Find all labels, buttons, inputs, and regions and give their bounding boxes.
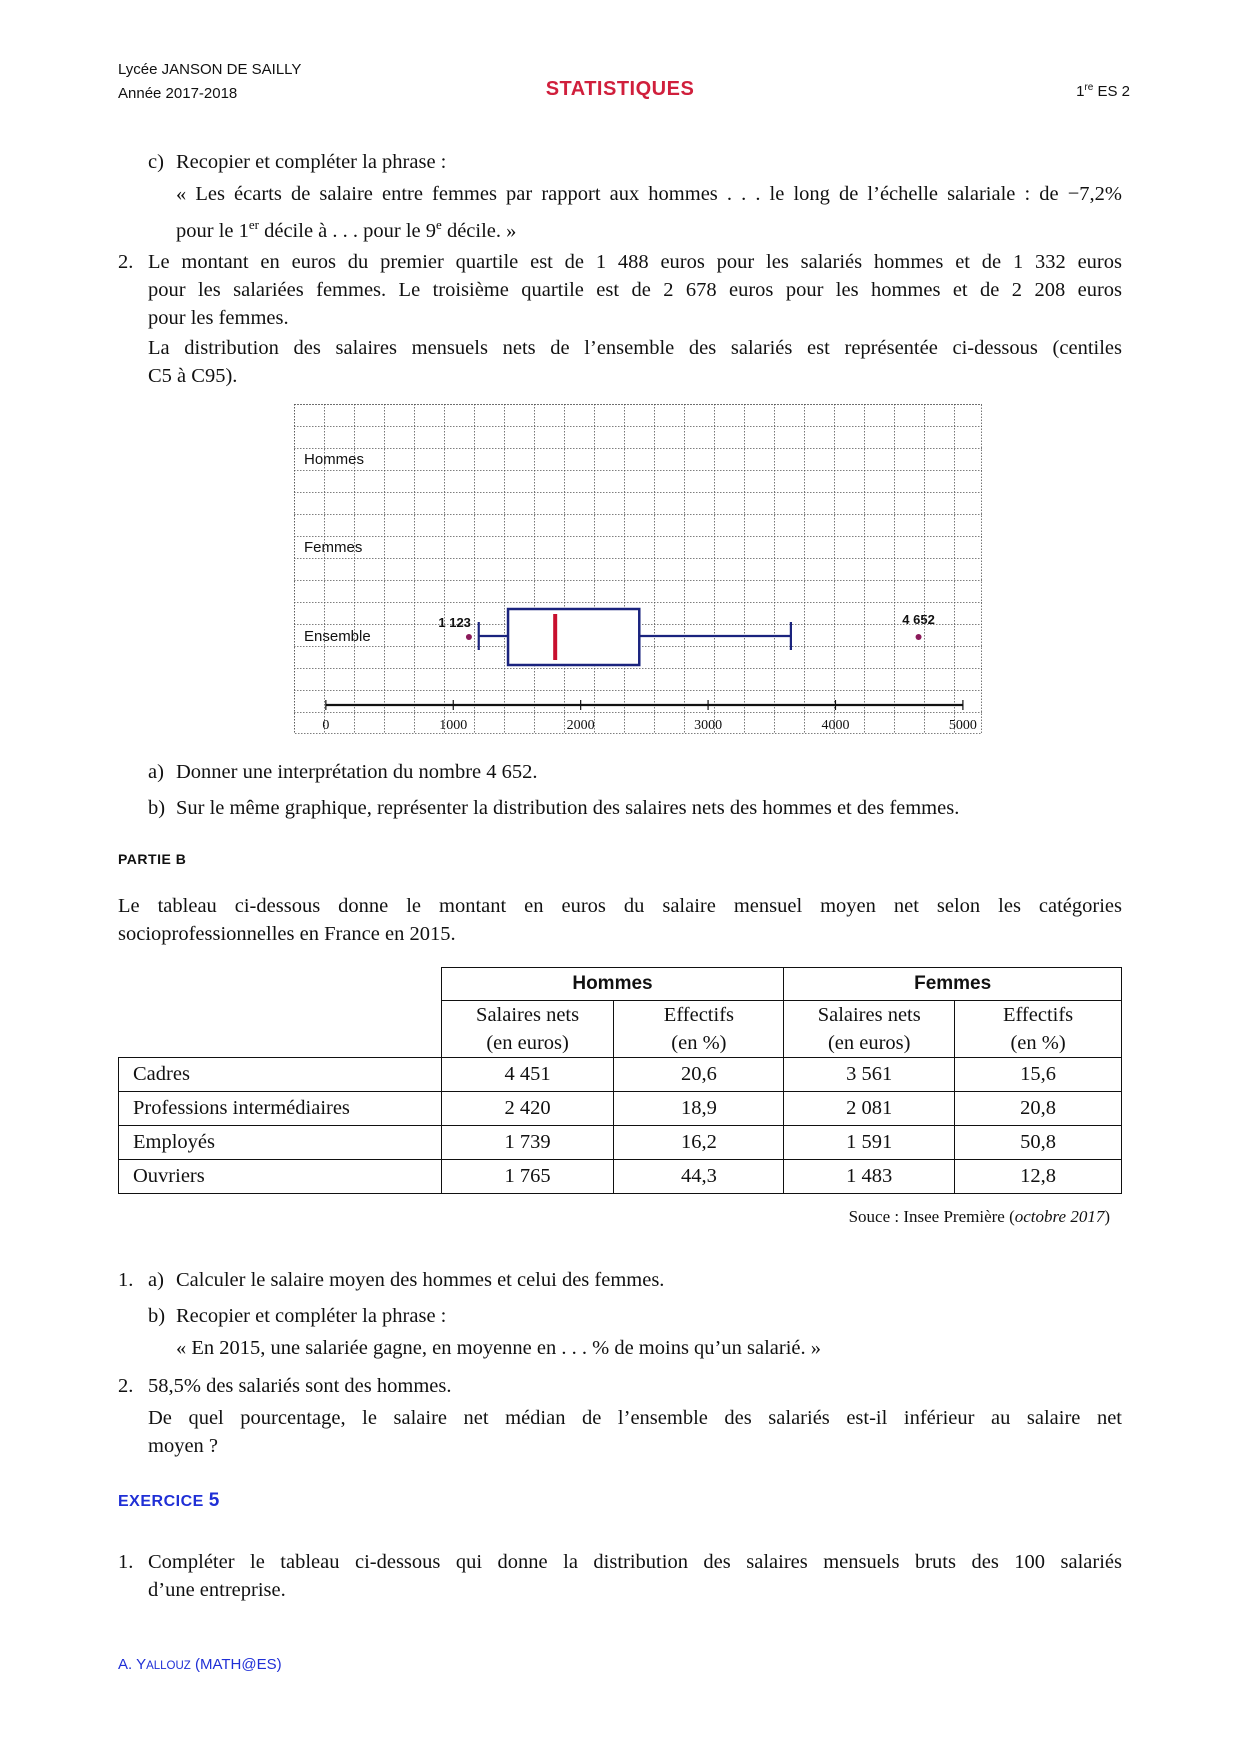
part-b-intro-line1: Le tableau ci-dessous donne le montant en euros du salaire mensuel moyen net selon les catégories [118,895,1122,917]
table-category: Ouvriers [119,1160,442,1194]
table-category: Professions intermédiaires [119,1092,442,1126]
table-cell: 50,8 [955,1126,1122,1160]
source-prefix: Souce : Insee Première ( [848,1207,1015,1226]
table-subheader [441,1001,614,1058]
q2-label: 2. [118,251,134,273]
pb-q2-line1: 58,5% des salariés sont des hommes. [148,1375,452,1397]
table-cell: 2 420 [441,1092,614,1126]
x-tick-label: 4000 [821,718,850,733]
exercise-5-title [118,1490,220,1512]
point-c95 [916,634,922,640]
table-category: Employés [119,1126,442,1160]
chart-x-axis [326,700,963,710]
pb-q2-line2: De quel pourcentage, le salaire net médian de l’ensemble des salariés est-il inférieur au salaire net [148,1407,1122,1429]
table-cell: 18,9 [614,1092,784,1126]
q2a-label: a) [148,761,164,783]
q2-line3: pour les femmes. [148,307,289,329]
subheader-line2: (en %) [671,1032,727,1054]
row-label: Femmes [304,539,363,556]
exercise-word: EXERCICE [118,1493,204,1510]
subheader-line2: (en euros) [486,1032,569,1054]
class-rest: ES 2 [1093,83,1130,100]
subheader-line2: (en euros) [827,1032,911,1054]
chart-tick-labels [322,718,977,733]
boxplot-chart [294,404,982,734]
chart-row-labels [304,451,371,645]
table-cell: 3 561 [784,1058,955,1092]
pb-q1b-label: b) [148,1305,166,1327]
q1c-quote-sup1: er [248,217,259,232]
x-tick-label: 3000 [694,718,723,733]
q1c-quote-line1: « Les écarts de salaire entre femmes par rapport aux hommes . . . le long de l’échelle salariale : de −7,2% [176,183,1122,205]
q2a-text: Donner une interprétation du nombre 4 652. [176,761,538,783]
ex5-q1-line1: Compléter le tableau ci-dessous qui donne la distribution des salaires mensuels bruts des 100 salariés [148,1551,1122,1573]
source-suffix: ) [1104,1207,1110,1226]
row-label: Hommes [304,451,365,468]
part-b-intro-line2: socioprofessionnelles en France en 2015. [118,923,456,945]
school-year: Année 2017-2018 [118,85,238,102]
q1c-label: c) [148,151,164,173]
q1c-quote-part-a: pour le 1 [176,219,249,242]
table-cell: 1 483 [784,1160,955,1194]
table-header-femmes: Femmes [784,968,1122,1001]
class-label [1076,82,1130,100]
table-source [849,1207,1110,1227]
table-row [119,1092,1122,1126]
table-row [119,1126,1122,1160]
subheader-line1: Salaires nets [817,1004,921,1026]
table-cell: 44,3 [614,1160,784,1194]
chart-grid [294,404,982,734]
table-cell: 15,6 [955,1058,1122,1092]
exercise-number: 5 [208,1490,220,1511]
box-q1-q3 [508,609,639,665]
chart-boxes [438,609,934,665]
footer-initial: A. Y [118,1656,147,1673]
point-c5 [466,634,472,640]
page-title: STATISTIQUES [545,78,695,100]
x-tick-label: 0 [322,718,330,733]
pb-q1b-text: Recopier et compléter la phrase : [176,1305,447,1327]
table-group-header-row [119,968,1122,1001]
q2-line2: pour les salariées femmes. Le troisième quartile est de 2 678 euros pour les hommes et de 2 208 euros [148,279,1122,301]
table-cell: 16,2 [614,1126,784,1160]
grid-border [295,405,982,734]
label-c95: 4 652 [902,612,935,627]
table-corner [119,968,442,1058]
subheader-line1: Effectifs [1002,1004,1074,1026]
table-header-hommes: Hommes [441,968,784,1001]
table-cell: 20,6 [614,1058,784,1092]
label-c5: 1 123 [438,615,471,630]
pb-q1a-text: Calculer le salaire moyen des hommes et celui des femmes. [176,1269,665,1291]
subheader-line1: Salaires nets [476,1004,580,1026]
pb-q1b-quote: « En 2015, une salariée gagne, en moyenne en . . . % de moins qu’un salarié. » [176,1337,821,1359]
table-row [119,1058,1122,1092]
source-date: octobre 2017 [1014,1207,1105,1226]
q1c-quote-part-b: décile à . . . pour le 9 [258,219,437,242]
class-sup: re [1084,82,1094,93]
table-cell: 4 451 [441,1058,614,1092]
q2-line1: Le montant en euros du premier quartile est de 1 488 euros pour les salariés hommes et de 1 332 euros [148,251,1122,273]
table-subheader [955,1001,1122,1058]
table-category: Cadres [119,1058,442,1092]
table-cell: 1 739 [441,1126,614,1160]
footer-site: (MATH@ES) [190,1656,282,1673]
table-subheader [614,1001,784,1058]
table-row [119,1160,1122,1194]
q1c-quote-part-c: décile. » [441,219,517,242]
table-cell: 1 765 [441,1160,614,1194]
salary-table [118,967,1122,1194]
ex5-q1-label: 1. [118,1551,134,1573]
x-tick-label: 5000 [948,718,977,733]
q1c-quote-sup2: e [436,217,442,232]
table-cell: 12,8 [955,1160,1122,1194]
table-subheader [784,1001,955,1058]
table-cell: 20,8 [955,1092,1122,1126]
ex5-q1-line2: d’une entreprise. [148,1579,286,1601]
q2b-label: b) [148,797,166,819]
row-label: Ensemble [304,628,371,645]
x-tick-label: 2000 [566,718,595,733]
pb-q2-line3: moyen ? [148,1435,219,1457]
pb-q2-label: 2. [118,1375,134,1397]
table-cell: 1 591 [784,1126,955,1160]
table-cell: 2 081 [784,1092,955,1126]
class-num: 1 [1076,83,1085,100]
footer-author [118,1656,282,1673]
subheader-line1: Effectifs [663,1004,734,1026]
pb-q1-label: 1. [118,1269,134,1291]
subheader-line2: (en %) [1010,1032,1066,1054]
school-name: Lycée JANSON DE SAILLY [118,61,302,78]
q1c-text: Recopier et compléter la phrase : [176,151,447,173]
pb-q1a-label: a) [148,1269,164,1291]
footer-name: ALLOUZ [146,1660,191,1672]
x-tick-label: 1000 [439,718,468,733]
q2b-text: Sur le même graphique, représenter la distribution des salaires nets des hommes et des femmes. [176,797,960,819]
part-b-title: PARTIE B [118,851,187,867]
q1c-quote-line2 [176,210,516,246]
q2-line4: La distribution des salaires mensuels nets de l’ensemble des salariés est représentée ci-dessous (centiles [148,337,1122,359]
q2-line5: C5 à C95). [148,365,238,387]
